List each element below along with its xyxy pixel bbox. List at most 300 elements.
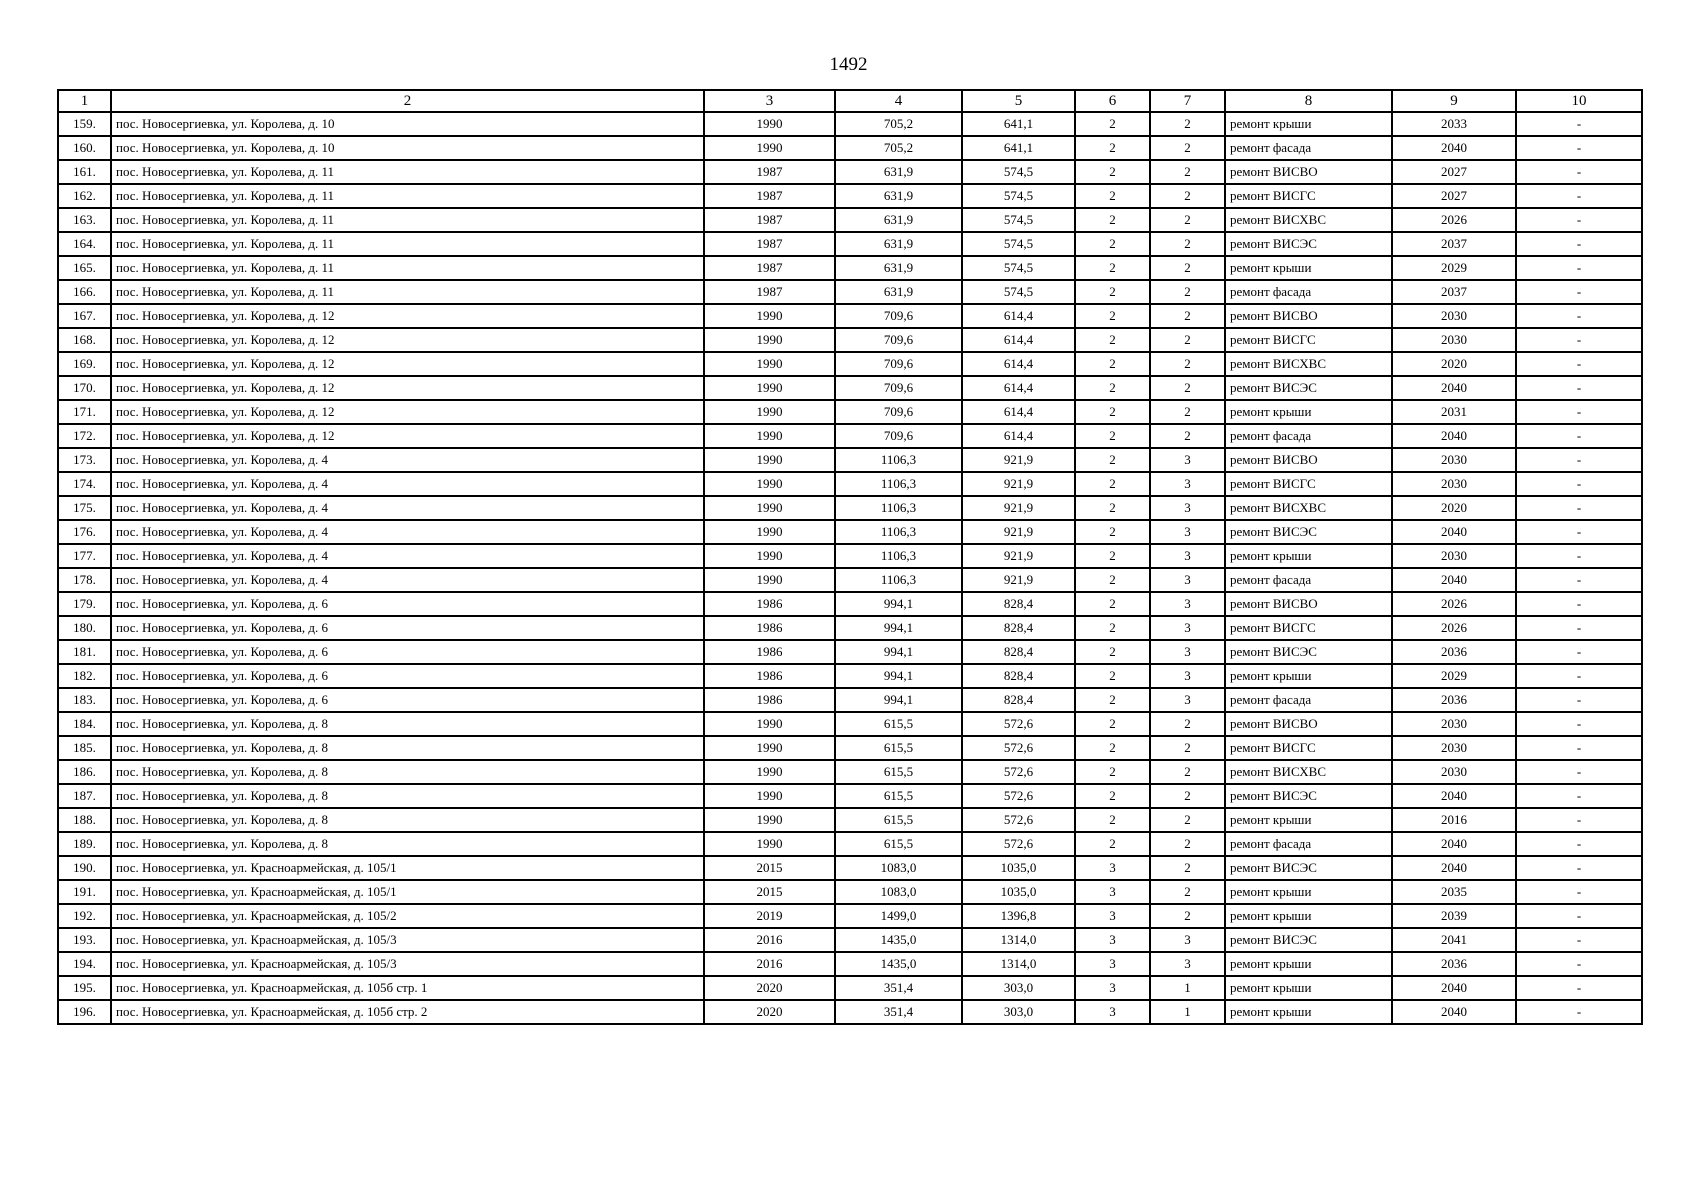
cell-year-built: 1986 <box>704 664 835 688</box>
cell-address: пос. Новосергиевка, ул. Королева, д. 11 <box>111 208 704 232</box>
cell-cost: - <box>1516 256 1642 280</box>
cell-total-area: 351,4 <box>835 976 962 1000</box>
cell-entrances: 3 <box>1150 592 1225 616</box>
cell-work-type: ремонт ВИСГС <box>1225 472 1392 496</box>
cell-planned-year: 2041 <box>1392 928 1516 952</box>
cell-total-area: 1106,3 <box>835 496 962 520</box>
cell-entrances: 1 <box>1150 976 1225 1000</box>
cell-year-built: 1986 <box>704 592 835 616</box>
cell-living-area: 828,4 <box>962 592 1075 616</box>
cell-cost: - <box>1516 520 1642 544</box>
cell-total-area: 631,9 <box>835 280 962 304</box>
table-row <box>58 736 1642 760</box>
cell-planned-year: 2040 <box>1392 976 1516 1000</box>
cell-cost: - <box>1516 496 1642 520</box>
cell-row-number: 195. <box>58 976 111 1000</box>
cell-planned-year: 2020 <box>1392 496 1516 520</box>
cell-living-area: 614,4 <box>962 304 1075 328</box>
cell-work-type: ремонт ВИСГС <box>1225 184 1392 208</box>
cell-cost: - <box>1516 424 1642 448</box>
cell-entrances: 2 <box>1150 400 1225 424</box>
table-row <box>58 640 1642 664</box>
cell-total-area: 631,9 <box>835 160 962 184</box>
cell-row-number: 193. <box>58 928 111 952</box>
table-row <box>58 904 1642 928</box>
cell-work-type: ремонт крыши <box>1225 952 1392 976</box>
cell-total-area: 709,6 <box>835 424 962 448</box>
cell-address: пос. Новосергиевка, ул. Королева, д. 6 <box>111 688 704 712</box>
page-number: 1492 <box>829 54 868 75</box>
cell-total-area: 1083,0 <box>835 856 962 880</box>
cell-living-area: 921,9 <box>962 448 1075 472</box>
cell-living-area: 921,9 <box>962 568 1075 592</box>
cell-cost: - <box>1516 376 1642 400</box>
cell-work-type: ремонт крыши <box>1225 976 1392 1000</box>
cell-year-built: 1990 <box>704 304 835 328</box>
cell-floors: 2 <box>1075 616 1150 640</box>
cell-work-type: ремонт крыши <box>1225 544 1392 568</box>
cell-work-type: ремонт фасада <box>1225 688 1392 712</box>
cell-total-area: 709,6 <box>835 400 962 424</box>
cell-row-number: 159. <box>58 112 111 136</box>
cell-work-type: ремонт ВИСХВС <box>1225 352 1392 376</box>
cell-total-area: 615,5 <box>835 808 962 832</box>
cell-total-area: 631,9 <box>835 184 962 208</box>
cell-floors: 2 <box>1075 760 1150 784</box>
cell-address: пос. Новосергиевка, ул. Королева, д. 10 <box>111 136 704 160</box>
cell-floors: 2 <box>1075 352 1150 376</box>
cell-row-number: 183. <box>58 688 111 712</box>
cell-living-area: 572,6 <box>962 808 1075 832</box>
cell-floors: 2 <box>1075 448 1150 472</box>
cell-year-built: 2020 <box>704 1000 835 1024</box>
cell-entrances: 3 <box>1150 928 1225 952</box>
cell-entrances: 3 <box>1150 496 1225 520</box>
table-row <box>58 928 1642 952</box>
cell-planned-year: 2036 <box>1392 688 1516 712</box>
cell-address: пос. Новосергиевка, ул. Королева, д. 8 <box>111 760 704 784</box>
cell-cost: - <box>1516 928 1642 952</box>
cell-year-built: 1990 <box>704 112 835 136</box>
cell-cost: - <box>1516 592 1642 616</box>
cell-work-type: ремонт крыши <box>1225 904 1392 928</box>
cell-year-built: 1990 <box>704 760 835 784</box>
cell-floors: 2 <box>1075 520 1150 544</box>
cell-floors: 2 <box>1075 256 1150 280</box>
cell-floors: 2 <box>1075 328 1150 352</box>
cell-planned-year: 2026 <box>1392 592 1516 616</box>
cell-entrances: 3 <box>1150 616 1225 640</box>
cell-work-type: ремонт фасада <box>1225 832 1392 856</box>
cell-row-number: 160. <box>58 136 111 160</box>
cell-address: пос. Новосергиевка, ул. Королева, д. 12 <box>111 328 704 352</box>
cell-row-number: 196. <box>58 1000 111 1024</box>
cell-entrances: 2 <box>1150 904 1225 928</box>
cell-work-type: ремонт фасада <box>1225 568 1392 592</box>
cell-year-built: 1990 <box>704 352 835 376</box>
cell-planned-year: 2030 <box>1392 544 1516 568</box>
cell-floors: 2 <box>1075 568 1150 592</box>
cell-floors: 2 <box>1075 232 1150 256</box>
cell-floors: 2 <box>1075 784 1150 808</box>
cell-year-built: 1990 <box>704 472 835 496</box>
cell-living-area: 828,4 <box>962 616 1075 640</box>
cell-row-number: 169. <box>58 352 111 376</box>
table-row <box>58 544 1642 568</box>
cell-planned-year: 2036 <box>1392 952 1516 976</box>
cell-cost: - <box>1516 568 1642 592</box>
cell-year-built: 2016 <box>704 928 835 952</box>
cell-year-built: 1990 <box>704 736 835 760</box>
cell-total-area: 994,1 <box>835 688 962 712</box>
table-row <box>58 592 1642 616</box>
table-row <box>58 976 1642 1000</box>
cell-total-area: 631,9 <box>835 256 962 280</box>
column-header-3: 3 <box>704 90 835 112</box>
cell-floors: 2 <box>1075 664 1150 688</box>
cell-planned-year: 2031 <box>1392 400 1516 424</box>
cell-floors: 3 <box>1075 928 1150 952</box>
cell-total-area: 615,5 <box>835 784 962 808</box>
cell-total-area: 615,5 <box>835 760 962 784</box>
cell-cost: - <box>1516 208 1642 232</box>
cell-living-area: 1035,0 <box>962 856 1075 880</box>
cell-row-number: 173. <box>58 448 111 472</box>
cell-living-area: 614,4 <box>962 400 1075 424</box>
cell-living-area: 572,6 <box>962 832 1075 856</box>
cell-row-number: 185. <box>58 736 111 760</box>
table-row <box>58 880 1642 904</box>
cell-entrances: 2 <box>1150 232 1225 256</box>
column-header-4: 4 <box>835 90 962 112</box>
cell-address: пос. Новосергиевка, ул. Королева, д. 11 <box>111 232 704 256</box>
cell-year-built: 2015 <box>704 880 835 904</box>
cell-planned-year: 2030 <box>1392 760 1516 784</box>
cell-living-area: 921,9 <box>962 520 1075 544</box>
cell-year-built: 1990 <box>704 328 835 352</box>
cell-total-area: 994,1 <box>835 640 962 664</box>
cell-planned-year: 2026 <box>1392 616 1516 640</box>
cell-address: пос. Новосергиевка, ул. Красноармейская, д. 105/3 <box>111 952 704 976</box>
cell-address: пос. Новосергиевка, ул. Королева, д. 11 <box>111 280 704 304</box>
table-row <box>58 304 1642 328</box>
cell-address: пос. Новосергиевка, ул. Королева, д. 8 <box>111 784 704 808</box>
cell-address: пос. Новосергиевка, ул. Красноармейская, д. 105/3 <box>111 928 704 952</box>
cell-year-built: 2020 <box>704 976 835 1000</box>
cell-entrances: 3 <box>1150 688 1225 712</box>
cell-total-area: 1106,3 <box>835 448 962 472</box>
cell-address: пос. Новосергиевка, ул. Красноармейская, д. 105б стр. 2 <box>111 1000 704 1024</box>
table-row <box>58 184 1642 208</box>
cell-year-built: 1990 <box>704 496 835 520</box>
cell-total-area: 1106,3 <box>835 568 962 592</box>
cell-cost: - <box>1516 784 1642 808</box>
cell-work-type: ремонт ВИСХВС <box>1225 760 1392 784</box>
cell-cost: - <box>1516 352 1642 376</box>
table-row <box>58 352 1642 376</box>
cell-cost: - <box>1516 400 1642 424</box>
cell-living-area: 828,4 <box>962 664 1075 688</box>
cell-address: пос. Новосергиевка, ул. Королева, д. 12 <box>111 400 704 424</box>
cell-work-type: ремонт ВИСВО <box>1225 712 1392 736</box>
cell-living-area: 574,5 <box>962 208 1075 232</box>
cell-living-area: 828,4 <box>962 688 1075 712</box>
cell-work-type: ремонт ВИСЭС <box>1225 856 1392 880</box>
cell-address: пос. Новосергиевка, ул. Красноармейская, д. 105/1 <box>111 856 704 880</box>
cell-entrances: 1 <box>1150 1000 1225 1024</box>
cell-cost: - <box>1516 976 1642 1000</box>
cell-address: пос. Новосергиевка, ул. Королева, д. 8 <box>111 736 704 760</box>
cell-address: пос. Новосергиевка, ул. Королева, д. 4 <box>111 448 704 472</box>
cell-planned-year: 2026 <box>1392 208 1516 232</box>
cell-total-area: 1106,3 <box>835 544 962 568</box>
cell-floors: 2 <box>1075 496 1150 520</box>
cell-address: пос. Новосергиевка, ул. Королева, д. 8 <box>111 712 704 736</box>
cell-cost: - <box>1516 112 1642 136</box>
cell-row-number: 166. <box>58 280 111 304</box>
cell-planned-year: 2040 <box>1392 568 1516 592</box>
cell-work-type: ремонт крыши <box>1225 256 1392 280</box>
cell-total-area: 994,1 <box>835 616 962 640</box>
cell-work-type: ремонт ВИСЭС <box>1225 784 1392 808</box>
cell-total-area: 1435,0 <box>835 952 962 976</box>
cell-planned-year: 2033 <box>1392 112 1516 136</box>
cell-cost: - <box>1516 880 1642 904</box>
cell-year-built: 1990 <box>704 136 835 160</box>
cell-year-built: 1990 <box>704 400 835 424</box>
cell-entrances: 3 <box>1150 568 1225 592</box>
cell-floors: 3 <box>1075 904 1150 928</box>
cell-row-number: 187. <box>58 784 111 808</box>
cell-total-area: 1106,3 <box>835 472 962 496</box>
cell-address: пос. Новосергиевка, ул. Королева, д. 4 <box>111 496 704 520</box>
cell-living-area: 614,4 <box>962 376 1075 400</box>
cell-entrances: 2 <box>1150 424 1225 448</box>
cell-address: пос. Новосергиевка, ул. Королева, д. 4 <box>111 568 704 592</box>
cell-year-built: 1990 <box>704 544 835 568</box>
table-row <box>58 664 1642 688</box>
cell-living-area: 614,4 <box>962 328 1075 352</box>
cell-work-type: ремонт ВИСГС <box>1225 616 1392 640</box>
cell-entrances: 2 <box>1150 832 1225 856</box>
cell-living-area: 574,5 <box>962 160 1075 184</box>
cell-total-area: 631,9 <box>835 232 962 256</box>
cell-address: пос. Новосергиевка, ул. Королева, д. 12 <box>111 424 704 448</box>
column-header-1: 1 <box>58 90 111 112</box>
cell-row-number: 177. <box>58 544 111 568</box>
cell-planned-year: 2036 <box>1392 640 1516 664</box>
cell-cost: - <box>1516 280 1642 304</box>
cell-floors: 2 <box>1075 208 1150 232</box>
cell-row-number: 161. <box>58 160 111 184</box>
table-row <box>58 448 1642 472</box>
cell-year-built: 1986 <box>704 616 835 640</box>
table-row <box>58 688 1642 712</box>
table-row <box>58 712 1642 736</box>
table-row <box>58 136 1642 160</box>
cell-cost: - <box>1516 136 1642 160</box>
cell-row-number: 180. <box>58 616 111 640</box>
cell-row-number: 170. <box>58 376 111 400</box>
cell-total-area: 1499,0 <box>835 904 962 928</box>
cell-address: пос. Новосергиевка, ул. Королева, д. 8 <box>111 808 704 832</box>
cell-entrances: 2 <box>1150 880 1225 904</box>
column-header-2: 2 <box>111 90 704 112</box>
cell-floors: 3 <box>1075 952 1150 976</box>
cell-entrances: 2 <box>1150 280 1225 304</box>
cell-row-number: 176. <box>58 520 111 544</box>
cell-work-type: ремонт фасада <box>1225 280 1392 304</box>
cell-total-area: 631,9 <box>835 208 962 232</box>
cell-total-area: 709,6 <box>835 328 962 352</box>
table-row <box>58 784 1642 808</box>
cell-row-number: 192. <box>58 904 111 928</box>
cell-living-area: 1035,0 <box>962 880 1075 904</box>
cell-address: пос. Новосергиевка, ул. Королева, д. 12 <box>111 376 704 400</box>
cell-living-area: 1396,8 <box>962 904 1075 928</box>
cell-row-number: 179. <box>58 592 111 616</box>
cell-planned-year: 2040 <box>1392 424 1516 448</box>
cell-work-type: ремонт ВИСВО <box>1225 592 1392 616</box>
cell-address: пос. Новосергиевка, ул. Красноармейская, д. 105/2 <box>111 904 704 928</box>
cell-floors: 2 <box>1075 376 1150 400</box>
column-header-9: 9 <box>1392 90 1516 112</box>
cell-planned-year: 2035 <box>1392 880 1516 904</box>
cell-work-type: ремонт ВИСВО <box>1225 448 1392 472</box>
cell-cost: - <box>1516 544 1642 568</box>
cell-row-number: 175. <box>58 496 111 520</box>
cell-planned-year: 2016 <box>1392 808 1516 832</box>
cell-row-number: 162. <box>58 184 111 208</box>
cell-planned-year: 2040 <box>1392 520 1516 544</box>
cell-living-area: 921,9 <box>962 472 1075 496</box>
cell-row-number: 182. <box>58 664 111 688</box>
cell-floors: 2 <box>1075 304 1150 328</box>
cell-entrances: 2 <box>1150 328 1225 352</box>
cell-cost: - <box>1516 616 1642 640</box>
cell-floors: 2 <box>1075 736 1150 760</box>
repair-schedule-table <box>57 89 1643 1025</box>
cell-year-built: 1990 <box>704 520 835 544</box>
cell-living-area: 572,6 <box>962 712 1075 736</box>
table-row <box>58 424 1642 448</box>
cell-cost: - <box>1516 1000 1642 1024</box>
column-header-10: 10 <box>1516 90 1642 112</box>
table-row <box>58 328 1642 352</box>
table-row <box>58 232 1642 256</box>
header-row <box>58 90 1642 112</box>
cell-planned-year: 2040 <box>1392 136 1516 160</box>
table-row <box>58 376 1642 400</box>
table-row <box>58 1000 1642 1024</box>
cell-cost: - <box>1516 640 1642 664</box>
cell-row-number: 178. <box>58 568 111 592</box>
table-body <box>58 112 1642 1024</box>
cell-floors: 2 <box>1075 592 1150 616</box>
cell-year-built: 1986 <box>704 688 835 712</box>
cell-row-number: 194. <box>58 952 111 976</box>
cell-work-type: ремонт ВИСЭС <box>1225 376 1392 400</box>
cell-address: пос. Новосергиевка, ул. Королева, д. 4 <box>111 544 704 568</box>
cell-entrances: 2 <box>1150 160 1225 184</box>
cell-total-area: 1435,0 <box>835 928 962 952</box>
cell-entrances: 3 <box>1150 544 1225 568</box>
cell-cost: - <box>1516 448 1642 472</box>
cell-row-number: 168. <box>58 328 111 352</box>
cell-floors: 2 <box>1075 640 1150 664</box>
cell-planned-year: 2040 <box>1392 1000 1516 1024</box>
cell-work-type: ремонт ВИСГС <box>1225 736 1392 760</box>
cell-work-type: ремонт крыши <box>1225 400 1392 424</box>
cell-living-area: 574,5 <box>962 256 1075 280</box>
cell-work-type: ремонт ВИСВО <box>1225 160 1392 184</box>
cell-address: пос. Новосергиевка, ул. Королева, д. 4 <box>111 472 704 496</box>
cell-work-type: ремонт крыши <box>1225 1000 1392 1024</box>
table-row <box>58 496 1642 520</box>
cell-row-number: 191. <box>58 880 111 904</box>
cell-planned-year: 2029 <box>1392 256 1516 280</box>
cell-year-built: 1987 <box>704 280 835 304</box>
cell-entrances: 3 <box>1150 448 1225 472</box>
cell-total-area: 994,1 <box>835 664 962 688</box>
cell-total-area: 615,5 <box>835 736 962 760</box>
cell-cost: - <box>1516 904 1642 928</box>
cell-work-type: ремонт ВИСХВС <box>1225 208 1392 232</box>
cell-floors: 3 <box>1075 880 1150 904</box>
cell-row-number: 184. <box>58 712 111 736</box>
cell-work-type: ремонт фасада <box>1225 136 1392 160</box>
cell-work-type: ремонт ВИСЭС <box>1225 232 1392 256</box>
cell-cost: - <box>1516 952 1642 976</box>
cell-total-area: 709,6 <box>835 376 962 400</box>
cell-floors: 2 <box>1075 712 1150 736</box>
cell-row-number: 181. <box>58 640 111 664</box>
cell-floors: 2 <box>1075 832 1150 856</box>
cell-living-area: 614,4 <box>962 352 1075 376</box>
cell-planned-year: 2040 <box>1392 376 1516 400</box>
table-row <box>58 256 1642 280</box>
table-row <box>58 808 1642 832</box>
cell-entrances: 2 <box>1150 136 1225 160</box>
cell-cost: - <box>1516 808 1642 832</box>
cell-address: пос. Новосергиевка, ул. Королева, д. 6 <box>111 616 704 640</box>
table-row <box>58 616 1642 640</box>
cell-living-area: 641,1 <box>962 112 1075 136</box>
cell-floors: 2 <box>1075 472 1150 496</box>
cell-entrances: 2 <box>1150 184 1225 208</box>
cell-address: пос. Новосергиевка, ул. Королева, д. 11 <box>111 256 704 280</box>
cell-address: пос. Новосергиевка, ул. Королева, д. 11 <box>111 160 704 184</box>
cell-row-number: 167. <box>58 304 111 328</box>
cell-total-area: 709,6 <box>835 304 962 328</box>
cell-floors: 3 <box>1075 1000 1150 1024</box>
cell-entrances: 2 <box>1150 736 1225 760</box>
cell-planned-year: 2027 <box>1392 184 1516 208</box>
cell-year-built: 1986 <box>704 640 835 664</box>
cell-floors: 2 <box>1075 280 1150 304</box>
cell-address: пос. Новосергиевка, ул. Королева, д. 10 <box>111 112 704 136</box>
cell-cost: - <box>1516 856 1642 880</box>
cell-row-number: 163. <box>58 208 111 232</box>
cell-row-number: 172. <box>58 424 111 448</box>
cell-entrances: 3 <box>1150 520 1225 544</box>
column-header-8: 8 <box>1225 90 1392 112</box>
cell-total-area: 615,5 <box>835 712 962 736</box>
cell-living-area: 574,5 <box>962 184 1075 208</box>
cell-total-area: 351,4 <box>835 1000 962 1024</box>
cell-floors: 3 <box>1075 976 1150 1000</box>
cell-living-area: 1314,0 <box>962 928 1075 952</box>
